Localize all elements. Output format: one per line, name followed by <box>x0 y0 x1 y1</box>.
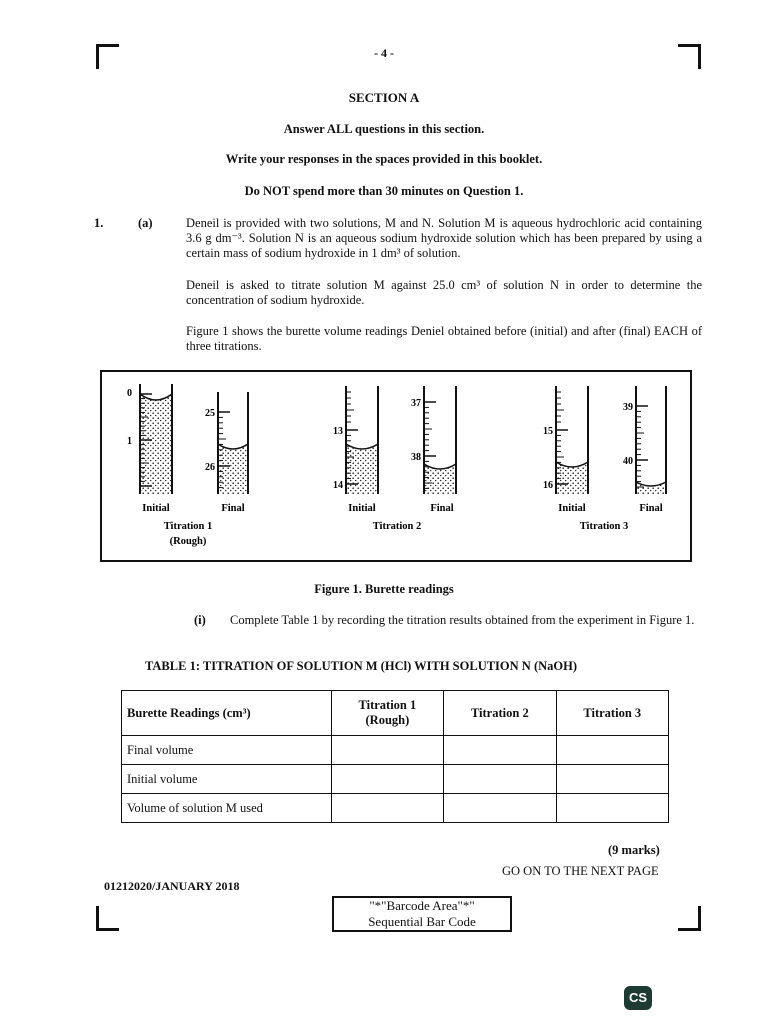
answer-cell[interactable] <box>556 794 668 823</box>
question-part: (a) <box>138 216 153 230</box>
initial-label: Initial <box>558 503 586 514</box>
paper-code: 01212020/JANUARY 2018 <box>104 879 240 893</box>
answer-cell[interactable] <box>556 736 668 765</box>
instruction-3: Do NOT spend more than 30 minutes on Question 1. <box>244 184 524 198</box>
table-row <box>122 794 669 823</box>
table-header-titration-3: Titration 3 <box>556 691 668 736</box>
instruction-2: Write your responses in the spaces provided in this booklet. <box>225 152 543 166</box>
barcode-line-2: Sequential Bar Code <box>368 914 476 929</box>
figure-caption: Figure 1. Burette readings <box>314 582 454 596</box>
answer-cell[interactable] <box>444 794 556 823</box>
tick-label: 0 <box>127 388 132 399</box>
titration-2-initial-burette <box>333 386 378 494</box>
tick-label: 37 <box>411 398 421 409</box>
answer-cell[interactable] <box>331 736 443 765</box>
page-number: - 4 - <box>374 46 394 60</box>
table-row <box>122 765 669 794</box>
titration-name: Titration 1 <box>163 521 213 532</box>
titration-name: Titration 2 <box>372 521 422 532</box>
question-number: 1. <box>94 216 104 230</box>
corner-mark-bottom-right <box>678 906 701 931</box>
titration-3-final-burette <box>623 386 666 494</box>
instruction-1: Answer ALL questions in this section. <box>283 122 485 136</box>
question-paragraph-2: Deneil is asked to titrate solution M against 25.0 cm³ of solution N in order to determine the concentration of sodium hydroxide. <box>186 278 702 307</box>
initial-label: Initial <box>348 503 376 514</box>
titration-table <box>121 690 669 823</box>
table-header-burette-readings: Burette Readings (cm³) <box>122 691 332 736</box>
tick-label: 26 <box>205 462 215 473</box>
answer-cell[interactable] <box>331 765 443 794</box>
row-label-final-volume: Final volume <box>122 736 332 765</box>
final-label: Final <box>221 503 245 514</box>
tick-label: 39 <box>623 402 633 413</box>
table-header-titration-2: Titration 2 <box>444 691 556 736</box>
titration-1-group <box>127 384 248 547</box>
titration-sub: (Rough) <box>169 536 207 547</box>
titration-1-final-burette <box>205 392 248 494</box>
tick-label: 13 <box>333 426 343 437</box>
barcode-area <box>332 896 512 932</box>
row-label-volume-used: Volume of solution M used <box>122 794 332 823</box>
table-row <box>122 736 669 765</box>
table-header-titration-1-line1: Titration 1 <box>358 698 417 712</box>
titration-2-group <box>333 386 456 532</box>
go-on-next-page: GO ON TO THE NEXT PAGE <box>502 864 659 878</box>
question-paragraph-3: Figure 1 shows the burette volume readings Deniel obtained before (initial) and after (final) EACH of three titrations. <box>186 324 702 353</box>
tick-label: 25 <box>205 408 215 419</box>
tick-label: 14 <box>333 480 343 491</box>
answer-cell[interactable] <box>331 794 443 823</box>
section-title: SECTION A <box>348 90 420 105</box>
titration-3-initial-burette <box>543 386 588 494</box>
sub-question-text: Complete Table 1 by recording the titration results obtained from the experiment in Figure 1. <box>230 613 695 627</box>
titration-1-initial-burette <box>127 384 172 494</box>
titration-name: Titration 3 <box>579 521 629 532</box>
barcode-line-1: "*"Barcode Area"*" <box>369 898 475 913</box>
figure-1-box <box>100 370 692 562</box>
answer-cell[interactable] <box>444 765 556 794</box>
answer-cell[interactable] <box>444 736 556 765</box>
marks: (9 marks) <box>608 843 660 857</box>
table-header-titration-1 <box>331 691 443 736</box>
tick-label: 15 <box>543 426 553 437</box>
tick-label: 38 <box>411 452 421 463</box>
initial-label: Initial <box>142 503 170 514</box>
tick-label: 1 <box>127 436 132 447</box>
final-label: Final <box>430 503 454 514</box>
table-title: TABLE 1: TITRATION OF SOLUTION M (HCl) WITH SOLUTION N (NaOH) <box>145 659 578 673</box>
tick-label: 16 <box>543 480 553 491</box>
question-paragraph-1: Deneil is provided with two solutions, M and N. Solution M is aqueous hydrochloric acid containing 3.6 g dm⁻³. Solution N is an aqueous sodium hydroxide solution which has been prepared by using a certain mass of sodium hydroxide in 1 dm³ of solution. <box>186 216 702 260</box>
tick-label: 40 <box>623 456 633 467</box>
titration-2-final-burette <box>411 386 456 494</box>
camscanner-logo: CS <box>624 986 652 1010</box>
sub-question-label: (i) <box>194 613 206 627</box>
final-label: Final <box>639 503 663 514</box>
corner-mark-bottom-left <box>96 906 119 931</box>
titration-3-group <box>543 386 666 532</box>
row-label-initial-volume: Initial volume <box>122 765 332 794</box>
table-header-titration-1-line2: (Rough) <box>365 713 410 727</box>
answer-cell[interactable] <box>556 765 668 794</box>
